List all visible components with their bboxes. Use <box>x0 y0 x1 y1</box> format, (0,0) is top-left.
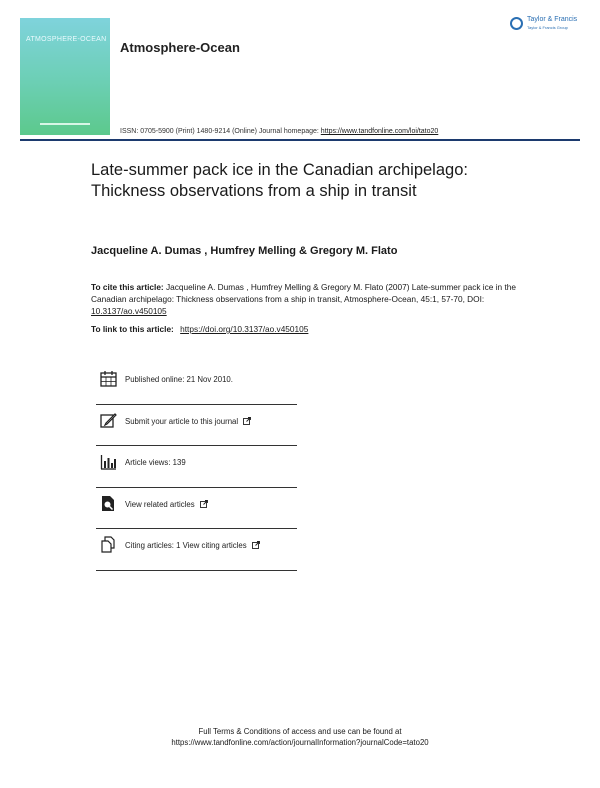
citation-label: To cite this article: <box>91 282 164 292</box>
citation-doi-link[interactable]: 10.3137/ao.v450105 <box>91 306 167 316</box>
footer-terms-text: Full Terms & Conditions of access and use can be found at <box>198 727 402 736</box>
submit-article-label[interactable] <box>125 417 251 426</box>
article-views-item <box>96 446 297 488</box>
external-link-icon <box>243 417 251 425</box>
issn-text: ISSN: 0705-5900 (Print) 1480-9214 (Online) Journal homepage: <box>120 128 319 135</box>
article-link-label: To link to this article: <box>91 324 174 334</box>
submit-article-text[interactable]: Submit your article to this journal <box>125 416 239 426</box>
publisher-logo[interactable] <box>510 15 586 35</box>
article-authors: Jacqueline A. Dumas , Humfrey Melling & Gregory M. Flato <box>91 245 398 257</box>
article-link-line <box>91 324 308 334</box>
publisher-logo-icon <box>510 17 523 30</box>
copy-documents-icon <box>100 536 117 553</box>
footer-terms-link[interactable]: https://www.tandfonline.com/action/journalInformation?journalCode=tato20 <box>171 738 429 747</box>
issn-line <box>120 128 438 135</box>
calendar-icon <box>100 370 117 387</box>
header-divider <box>20 139 580 141</box>
footer <box>0 726 600 748</box>
citation-block <box>91 281 551 317</box>
submit-article-item[interactable] <box>96 405 297 447</box>
article-info-list <box>96 363 297 571</box>
citing-articles-item[interactable] <box>96 529 297 571</box>
journal-homepage-link[interactable]: https://www.tandfonline.com/loi/tato20 <box>320 128 439 135</box>
publisher-logo-name: Taylor & Francis <box>527 16 578 23</box>
published-online-label: Published online: 21 Nov 2010. <box>125 375 233 384</box>
article-views-label: Article views: 139 <box>125 458 186 467</box>
cover-decoration <box>40 123 90 125</box>
cover-title: ATMOSPHERE-OCEAN <box>26 36 107 43</box>
related-articles-text[interactable]: View related articles <box>125 499 195 509</box>
citing-articles-label[interactable] <box>125 541 260 550</box>
article-doi-url[interactable]: https://doi.org/10.3137/ao.v450105 <box>180 324 309 334</box>
related-articles-label[interactable] <box>125 500 208 509</box>
publisher-logo-sub: Taylor & Francis Group <box>527 25 568 30</box>
external-link-icon <box>200 500 208 508</box>
journal-name[interactable]: Atmosphere-Ocean <box>120 40 240 55</box>
edit-icon <box>100 412 117 429</box>
related-articles-item[interactable] <box>96 488 297 530</box>
journal-cover-image <box>20 18 110 135</box>
bar-chart-icon <box>100 453 117 470</box>
external-link-icon <box>252 541 260 549</box>
published-online-item <box>96 363 297 405</box>
document-search-icon <box>100 495 117 512</box>
citation-text: Jacqueline A. Dumas , Humfrey Melling & Gregory M. Flato (2007) Late-summer pack ice in the Canadian archipelago: Thickness observations from a ship in transit, Atmosphere-Ocean, 45:1, 57-70, DOI: <box>91 282 517 304</box>
article-title: Late-summer pack ice in the Canadian archipelago: Thickness observations from a ship in transit <box>91 161 468 200</box>
citing-articles-text[interactable]: Citing articles: 1 View citing articles <box>125 541 247 550</box>
